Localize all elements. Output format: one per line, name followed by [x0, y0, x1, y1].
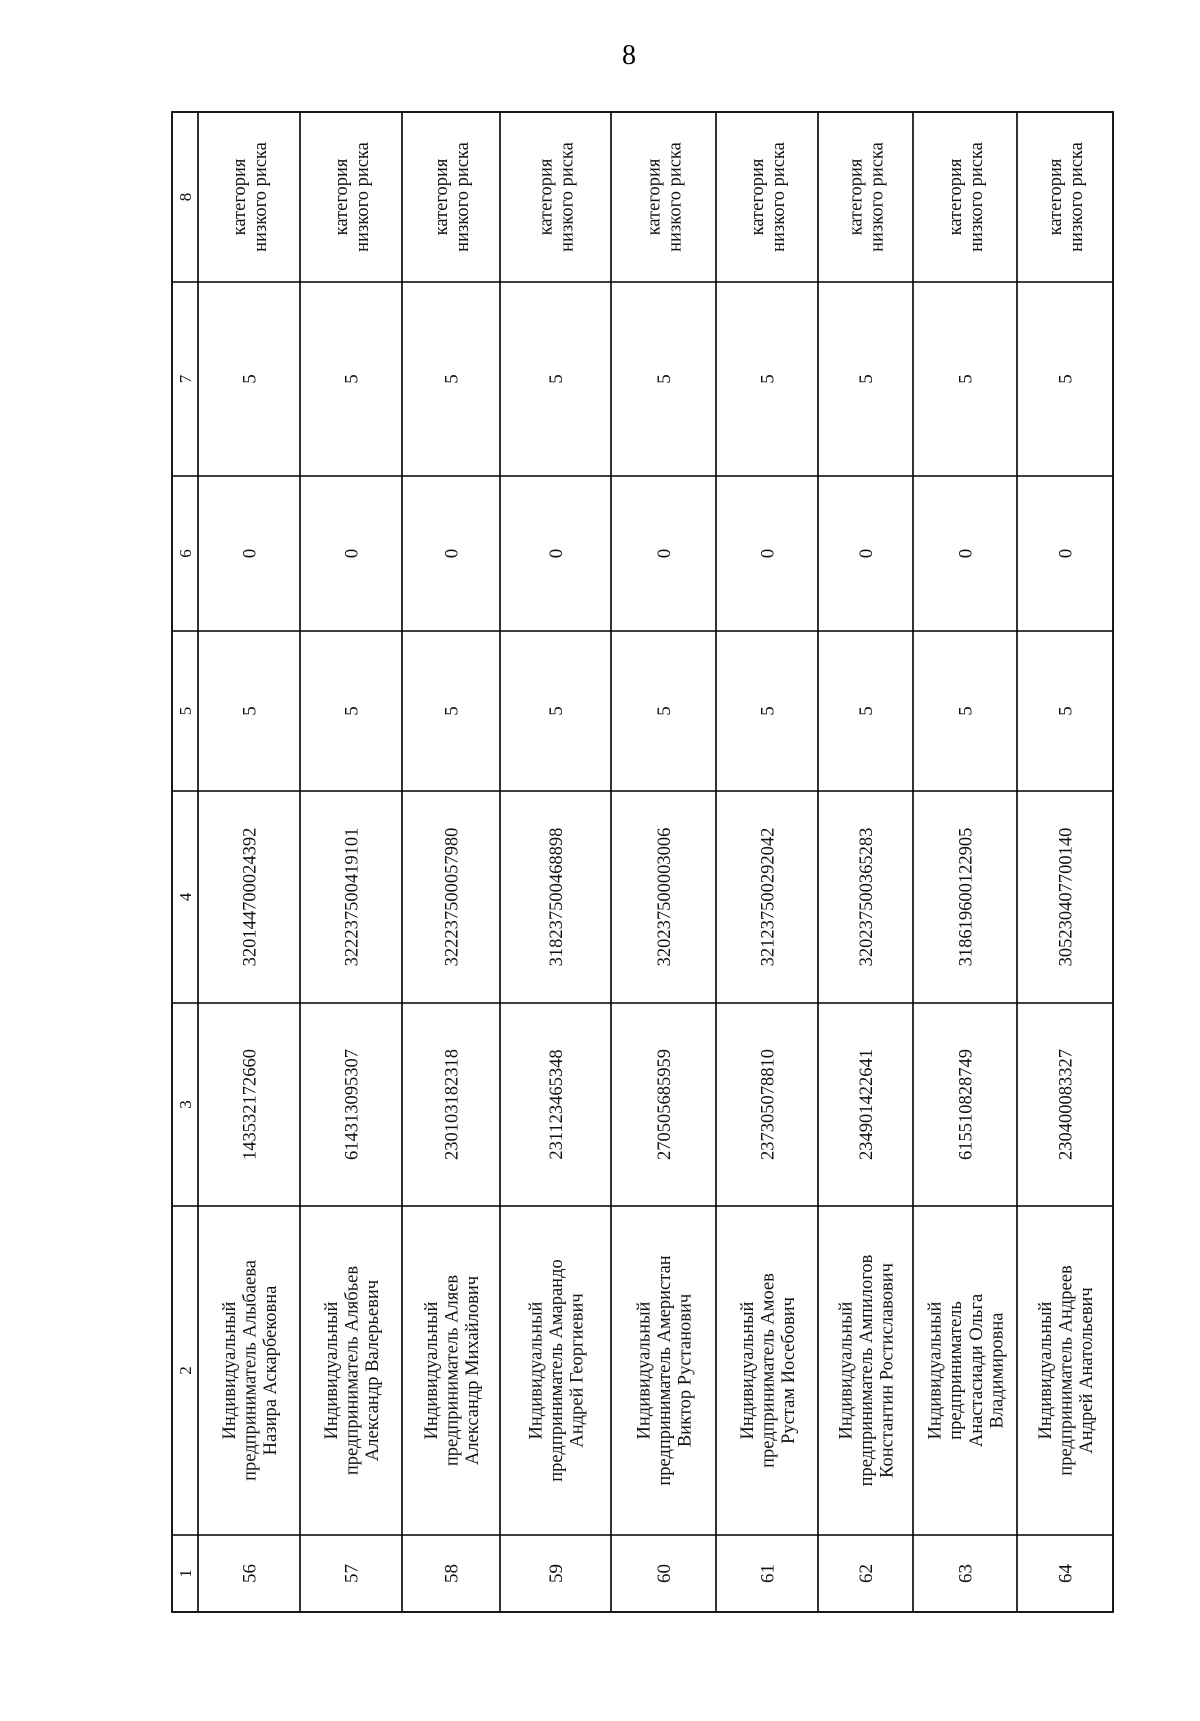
row-number: 58	[441, 1564, 463, 1583]
risk-category: категориянизкого риска	[432, 142, 473, 252]
column-header-1: 1	[175, 1569, 195, 1578]
inn-value: 231123465348	[546, 1049, 567, 1160]
ogrn-value: 318619600122905	[956, 827, 977, 967]
column-header-5: 5	[175, 706, 195, 716]
inn-value: 614313095307	[342, 1049, 363, 1160]
entrepreneur-name: ИндивидуальныйпредпринимательАнастасиади ОльгаВладимировна	[925, 1293, 1008, 1448]
column-header-8: 8	[175, 192, 195, 202]
risk-category: категориянизкого риска	[230, 142, 271, 252]
ogrn-value: 322237500419101	[342, 827, 363, 967]
col7-value: 5	[441, 374, 463, 384]
page-number: 8	[622, 40, 636, 71]
col6-value: 0	[441, 548, 463, 559]
row-number: 63	[955, 1564, 977, 1583]
row-number: 57	[341, 1564, 363, 1583]
col7-value: 5	[1055, 374, 1077, 384]
ogrn-value: 320237500365283	[856, 827, 877, 967]
risk-category: категориянизкого риска	[946, 142, 987, 252]
col7-value: 5	[856, 374, 878, 384]
col6-value: 0	[1055, 548, 1077, 559]
col6-value: 0	[239, 548, 261, 559]
column-header-2: 2	[175, 1366, 195, 1375]
col7-value: 5	[341, 374, 363, 384]
col6-value: 0	[546, 548, 568, 559]
entrepreneur-name: Индивидуальныйпредприниматель АляевАлександр Михайлович	[421, 1274, 484, 1467]
entrepreneur-name: Индивидуальныйпредприниматель АндреевАндрей Анатольевич	[1035, 1265, 1098, 1476]
col5-value: 5	[546, 706, 568, 716]
entrepreneur-name: Индивидуальныйпредприниматель АмоевРустам Иосебович	[737, 1273, 800, 1468]
col7-value: 5	[757, 374, 779, 384]
ogrn-value: 305230407700140	[1056, 827, 1077, 967]
ogrn-value: 320237500003006	[654, 827, 675, 967]
row-number: 64	[1055, 1564, 1077, 1583]
ogrn-value: 321237500292042	[758, 827, 779, 967]
col5-value: 5	[239, 706, 261, 716]
risk-category: категориянизкого риска	[332, 142, 373, 252]
entrepreneur-name: Индивидуальныйпредприниматель АлябьевАлександр Валерьевич	[321, 1265, 384, 1476]
inn-value: 143532172660	[240, 1049, 261, 1160]
ogrn-value: 320144700024392	[240, 827, 261, 967]
entrepreneur-name: Индивидуальныйпредприниматель АмеристанВиктор Рустанович	[634, 1255, 696, 1486]
column-header-6: 6	[175, 549, 195, 558]
col5-value: 5	[757, 706, 779, 716]
col6-value: 0	[955, 548, 977, 559]
inn-value: 230103182318	[442, 1049, 463, 1160]
column-header-7: 7	[175, 374, 195, 384]
inn-value: 230400083327	[1056, 1049, 1077, 1160]
column-header-3: 3	[175, 1100, 195, 1109]
inn-value: 237305078810	[758, 1049, 779, 1160]
column-header-4: 4	[175, 892, 195, 902]
entrepreneur-name: Индивидуальныйпредприниматель АмарандоАндрей Георгиевич	[526, 1259, 588, 1482]
risk-category: категориянизкого риска	[1046, 142, 1087, 252]
col7-value: 5	[546, 374, 568, 384]
col7-value: 5	[654, 374, 676, 384]
inn-value: 615510828749	[956, 1049, 977, 1160]
col5-value: 5	[955, 706, 977, 716]
risk-category: категориянизкого риска	[536, 142, 578, 252]
col6-value: 0	[341, 548, 363, 559]
col6-value: 0	[654, 548, 676, 559]
col6-value: 0	[757, 548, 779, 559]
risk-category: категориянизкого риска	[846, 142, 888, 252]
row-number: 62	[856, 1564, 878, 1583]
risk-category: категориянизкого риска	[644, 142, 686, 252]
entrepreneur-name: Индивидуальныйпредприниматель АмпилоговКонстантин Ростиславович	[836, 1254, 898, 1487]
entrepreneur-name: Индивидуальныйпредприниматель АлыбаеваНазира Аскарбековна	[219, 1260, 282, 1481]
row-number: 60	[654, 1564, 676, 1583]
ogrn-value: 318237500468898	[546, 827, 567, 967]
col7-value: 5	[955, 374, 977, 384]
col5-value: 5	[441, 706, 463, 716]
col5-value: 5	[1055, 706, 1077, 716]
inn-value: 270505685959	[654, 1049, 675, 1160]
risk-category: категориянизкого риска	[748, 142, 789, 252]
col5-value: 5	[654, 706, 676, 716]
col5-value: 5	[341, 706, 363, 716]
row-number: 56	[239, 1564, 261, 1583]
inn-value: 234901422641	[856, 1049, 877, 1160]
col5-value: 5	[856, 706, 878, 716]
row-number: 59	[546, 1564, 568, 1583]
ogrn-value: 322237500057980	[442, 827, 463, 967]
row-number: 61	[757, 1564, 779, 1583]
col6-value: 0	[856, 548, 878, 559]
col7-value: 5	[239, 374, 261, 384]
